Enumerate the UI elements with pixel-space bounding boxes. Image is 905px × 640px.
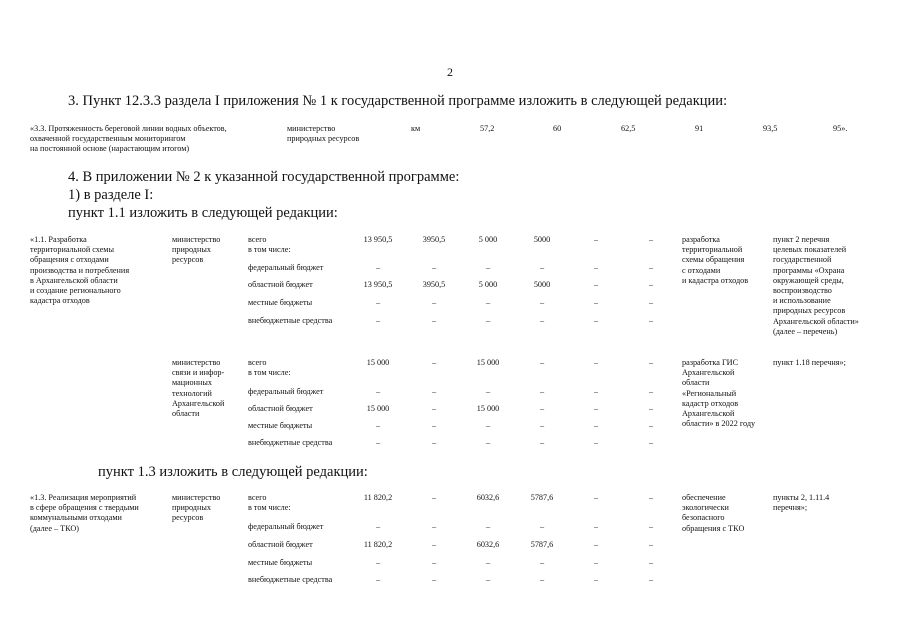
funding-value: – xyxy=(593,280,599,289)
funding-label: областной бюджет xyxy=(248,280,313,289)
funding-label: областной бюджет xyxy=(248,404,313,413)
section-4-subheading: 1) в разделе I: xyxy=(68,187,154,203)
funding-value: – xyxy=(485,421,491,430)
section-4-heading: 4. В приложении № 2 к указанной государственной программе: xyxy=(68,169,460,185)
funding-value: 5000 xyxy=(533,280,551,289)
funding-value: 3950,5 xyxy=(422,235,446,244)
expected-result: обеспечение экологически безопасного обращения с ТКО xyxy=(682,493,745,533)
sec3-unit: км xyxy=(411,124,421,133)
funding-value: – xyxy=(593,387,599,396)
funding-value: – xyxy=(648,575,654,584)
funding-value: – xyxy=(648,387,654,396)
funding-label: федеральный бюджет xyxy=(248,387,324,396)
item-1-3-executor: министерство природных ресурсов xyxy=(172,493,221,523)
sec3-value: 57,2 xyxy=(480,124,495,133)
funding-value: – xyxy=(593,316,599,325)
funding-value: – xyxy=(431,522,437,531)
funding-value: – xyxy=(539,298,545,307)
sec3-indicator: «3.3. Протяженность береговой линии водных объектов, охваченной государственным мониторингом на постоянной основе (нарастающим итогом) xyxy=(30,124,227,154)
funding-value: – xyxy=(648,280,654,289)
funding-value: – xyxy=(375,558,381,567)
funding-value: 11 820,2 xyxy=(363,540,393,549)
funding-value: – xyxy=(539,387,545,396)
expected-result: разработка ГИС Архангельской области «Региональный кадастр отходов Архангельской области» в 2022 году xyxy=(682,358,756,429)
funding-value: – xyxy=(593,421,599,430)
funding-value: – xyxy=(648,421,654,430)
funding-value: – xyxy=(539,421,545,430)
funding-value: – xyxy=(593,404,599,413)
funding-value: – xyxy=(648,558,654,567)
funding-value: – xyxy=(593,540,599,549)
funding-value: – xyxy=(593,358,599,367)
funding-value: – xyxy=(431,438,437,447)
funding-value: – xyxy=(431,558,437,567)
section-4-subheading: пункт 1.1 изложить в следующей редакции: xyxy=(68,205,338,221)
funding-value: – xyxy=(539,263,545,272)
funding-value: 5787,6 xyxy=(530,493,554,502)
item-1-1-name: «1.1. Разработка территориальной схемы обращения с отходами производства и потребления в Архангельской области и создание регионального кадастра отходов xyxy=(30,235,130,306)
funding-value: 5 000 xyxy=(478,235,498,244)
funding-value: – xyxy=(431,358,437,367)
funding-value: – xyxy=(375,421,381,430)
funding-value: – xyxy=(375,316,381,325)
sec3-value: 62,5 xyxy=(621,124,636,133)
funding-value: 5787,6 xyxy=(530,540,554,549)
item-1-1-executor: министерство природных ресурсов xyxy=(172,235,221,265)
funding-value: – xyxy=(648,404,654,413)
indicator-link: пункты 2, 1.11.4 перечня»; xyxy=(773,493,830,513)
funding-label: федеральный бюджет xyxy=(248,263,324,272)
funding-value: – xyxy=(539,316,545,325)
funding-value: – xyxy=(485,316,491,325)
funding-value: – xyxy=(485,387,491,396)
funding-label: местные бюджеты xyxy=(248,298,313,307)
funding-value: – xyxy=(648,263,654,272)
funding-value: – xyxy=(648,493,654,502)
funding-value: – xyxy=(485,558,491,567)
funding-value: – xyxy=(375,387,381,396)
funding-value: – xyxy=(431,493,437,502)
funding-value: – xyxy=(431,421,437,430)
funding-value: – xyxy=(539,558,545,567)
funding-label: местные бюджеты xyxy=(248,558,313,567)
funding-label: всего в том числе: xyxy=(248,358,291,378)
funding-value: – xyxy=(431,298,437,307)
funding-value: – xyxy=(485,298,491,307)
funding-value: 11 820,2 xyxy=(363,493,393,502)
funding-value: 15 000 xyxy=(476,358,500,367)
funding-value: – xyxy=(375,438,381,447)
funding-value: 5000 xyxy=(533,235,551,244)
funding-value: – xyxy=(648,522,654,531)
funding-value: – xyxy=(593,263,599,272)
funding-value: – xyxy=(539,404,545,413)
funding-label: областной бюджет xyxy=(248,540,313,549)
funding-value: 15 000 xyxy=(366,358,390,367)
funding-value: 13 950,5 xyxy=(363,280,393,289)
funding-value: 6032,6 xyxy=(476,540,500,549)
indicator-link: пункт 2 перечня целевых показателей государственной программы «Охрана окружающей среды, воспроизводство и использование природных ресурсов Архангельской области» (далее – перечень) xyxy=(773,235,859,336)
funding-value: – xyxy=(593,493,599,502)
funding-value: – xyxy=(431,387,437,396)
sec3-responsible: министерство природных ресурсов xyxy=(287,124,360,144)
item-1-3-name: «1.3. Реализация мероприятий в сфере обращения с твердыми коммунальными отходами (далее – ТКО) xyxy=(30,493,139,533)
funding-value: 3950,5 xyxy=(422,280,446,289)
funding-value: 5 000 xyxy=(478,280,498,289)
sec3-value: 93,5 xyxy=(763,124,778,133)
funding-value: – xyxy=(485,522,491,531)
sec3-value: 60 xyxy=(553,124,562,133)
funding-value: – xyxy=(648,235,654,244)
page-number: 2 xyxy=(447,65,453,79)
funding-value: – xyxy=(431,263,437,272)
funding-value: – xyxy=(375,575,381,584)
funding-value: – xyxy=(539,358,545,367)
funding-value: – xyxy=(431,575,437,584)
funding-label: внебюджетные средства xyxy=(248,316,333,325)
funding-value: – xyxy=(375,263,381,272)
funding-value: – xyxy=(593,438,599,447)
funding-label: всего в том числе: xyxy=(248,493,291,513)
funding-value: – xyxy=(593,298,599,307)
funding-value: – xyxy=(431,540,437,549)
funding-value: – xyxy=(593,558,599,567)
item-1-3-heading: пункт 1.3 изложить в следующей редакции: xyxy=(98,464,368,480)
funding-value: – xyxy=(375,522,381,531)
indicator-link: пункт 1.18 перечня»; xyxy=(773,358,846,367)
funding-value: – xyxy=(539,575,545,584)
funding-value: 15 000 xyxy=(476,404,500,413)
funding-value: – xyxy=(593,522,599,531)
funding-label: местные бюджеты xyxy=(248,421,313,430)
funding-value: – xyxy=(648,438,654,447)
funding-value: – xyxy=(431,316,437,325)
expected-result: разработка территориальной схемы обращения с отходами и кадастра отходов xyxy=(682,235,749,285)
funding-label: внебюджетные средства xyxy=(248,438,333,447)
funding-value: – xyxy=(485,263,491,272)
funding-value: – xyxy=(648,298,654,307)
funding-value: – xyxy=(539,438,545,447)
sec3-value: 95». xyxy=(833,124,848,133)
item-1-1-executor: министерство связи и инфор- мационных технологий Архангельской области xyxy=(172,358,225,419)
funding-value: 6032,6 xyxy=(476,493,500,502)
funding-value: – xyxy=(593,235,599,244)
funding-value: 13 950,5 xyxy=(363,235,393,244)
funding-value: – xyxy=(648,316,654,325)
funding-value: – xyxy=(648,540,654,549)
funding-label: федеральный бюджет xyxy=(248,522,324,531)
funding-value: – xyxy=(485,438,491,447)
funding-label: всего в том числе: xyxy=(248,235,291,255)
funding-value: – xyxy=(539,522,545,531)
funding-label: внебюджетные средства xyxy=(248,575,333,584)
funding-value: – xyxy=(375,298,381,307)
funding-value: – xyxy=(648,358,654,367)
section-3-heading: 3. Пункт 12.3.3 раздела I приложения № 1 к государственной программе изложить в следующей редакции: xyxy=(68,93,728,109)
funding-value: – xyxy=(431,404,437,413)
funding-value: – xyxy=(485,575,491,584)
funding-value: – xyxy=(593,575,599,584)
funding-value: 15 000 xyxy=(366,404,390,413)
sec3-value: 91 xyxy=(695,124,704,133)
